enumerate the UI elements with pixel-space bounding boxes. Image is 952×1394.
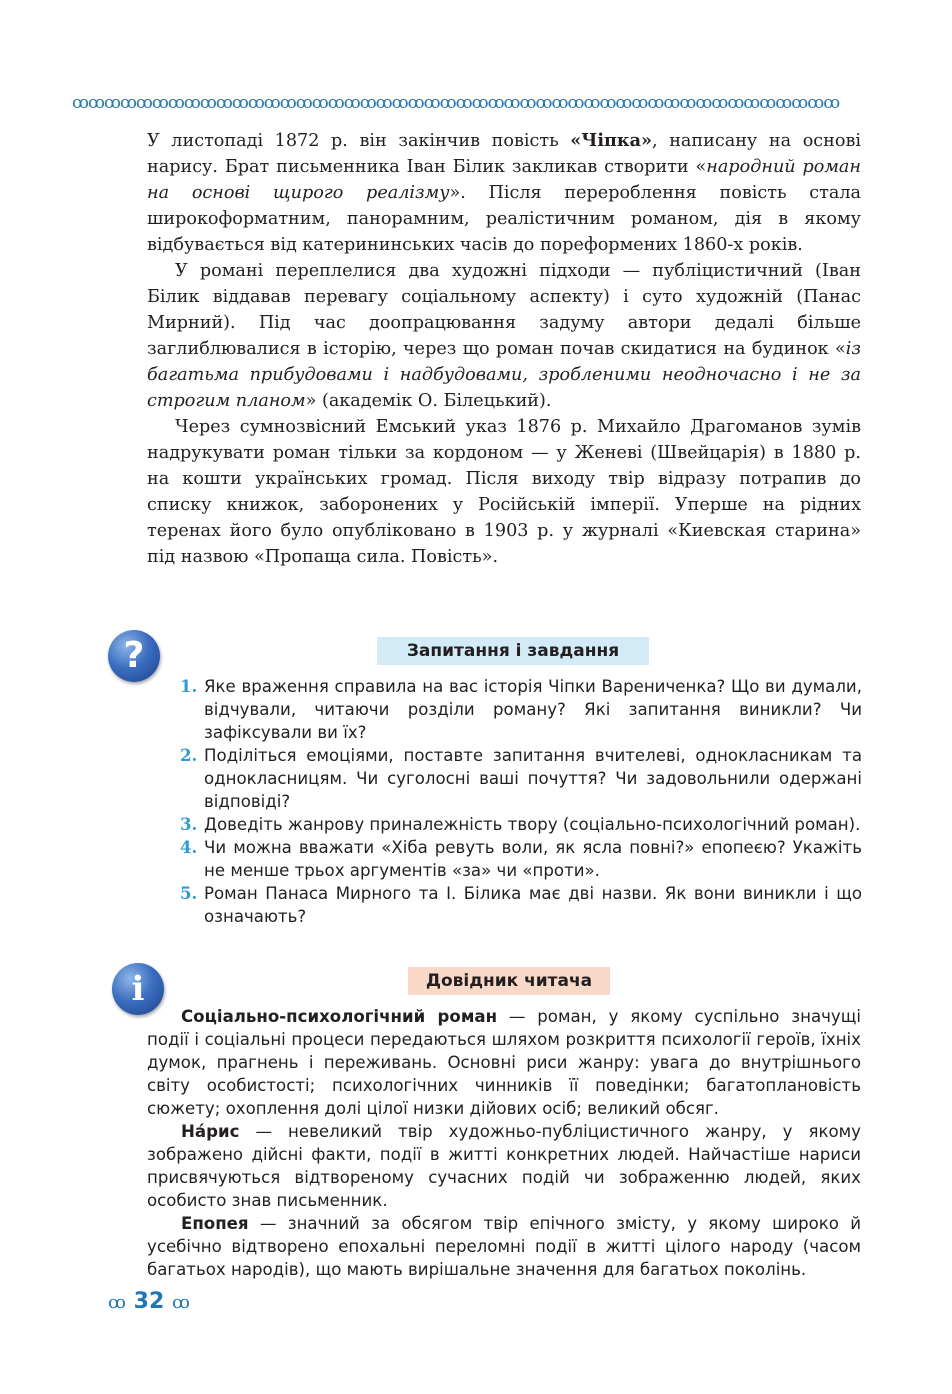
question-number: 4. bbox=[180, 837, 198, 857]
glossary-entry-3 bbox=[147, 1212, 861, 1281]
glossary-definition: — невеликий твір художньо-публіцистичного жанру, у якому зображено дійсні факти, події в житті конкретних людей. Найчастіше нариси присвячуються відтвореному сучасних подій чи зображенню людей, яких особисто знав письменник. bbox=[147, 1122, 861, 1210]
reader-guide-title: Довідник читача bbox=[408, 967, 610, 995]
footer-ornament-right: ꝏ bbox=[171, 1292, 190, 1313]
p1-text-e: ». Після перероблення повість стала широкоформатним, панорамним, реалістичним романом, дія в якому відбувається від катерининських часів до пореформених 1860-х років. bbox=[147, 183, 862, 255]
question-item-2 bbox=[180, 744, 862, 813]
paragraph-1 bbox=[147, 128, 861, 258]
glossary-term: Соціально-психологічний роман bbox=[181, 1007, 498, 1026]
paragraph-3: Через сумнозвісний Емський указ 1876 р. Михайло Драгоманов зумів надрукувати роман тільки за кордоном — у Женеві (Швейцарія) в 1880 р. на кошти українських громад. Після виходу твір відразу потрапив до списку книжок, заборонених у Російській імперії. Уперше на рідних теренах його було опубліковано в 1903 р. у журналі «Киевская старина» під назвою «Пропаща сила. Повість». bbox=[147, 417, 861, 567]
question-text: Чи можна вважати «Хіба ревуть воли, як ясла повні?» епопеєю? Укажіть не менше трьох аргументів «за» чи «проти». bbox=[204, 838, 862, 880]
question-number: 2. bbox=[180, 745, 198, 765]
question-number: 3. bbox=[180, 814, 198, 834]
glossary-definition: — роман, у якому суспільно значущі події і соціальні процеси передаються шляхом розкриття психології героїв, їхніх думок, прагнень і переживань. Основні риси жанру: увага до внутрішнього світу особистості; психологічних чинників її поведінки; багатоплановість сюжету; охоплення долі цілої низки дійових осіб; великий обсяг. bbox=[147, 1007, 861, 1118]
page-number-footer bbox=[108, 1288, 190, 1316]
glossary-term: Епопея bbox=[181, 1214, 249, 1233]
p2-quote: із багатьма прибудовами і надбудовами, зробленими неодночасно і не за строгим планом bbox=[147, 339, 861, 411]
info-icon: i bbox=[112, 963, 164, 1015]
p1-quote: народний роман на основі щирого реалізму bbox=[147, 157, 861, 203]
paragraph-2 bbox=[147, 258, 861, 414]
question-text: Поділіться емоціями, поставте запитання вчителеві, однокласникам та однокласницям. Чи суголосні ваші почуття? Чи задовольнили одержані відповіді? bbox=[204, 746, 862, 811]
question-text: Доведіть жанрову приналежність твору (соціально-психологічний роман). bbox=[204, 815, 861, 834]
question-item-1 bbox=[180, 675, 862, 744]
glossary-entry-2 bbox=[147, 1120, 861, 1212]
p2-text-a: У романі переплелися два художні підходи — публіцистичний (Іван Білик віддавав перевагу соціальному аспекту) і суто художній (Панас Мирний). Під час доопрацювання задуму автори дедалі більше заглиблювалися в історію, через що роман почав скидатися на будинок « bbox=[147, 261, 861, 359]
questions-list bbox=[180, 675, 862, 928]
glossary-term: На́рис bbox=[181, 1122, 240, 1141]
p1-title-chipka: «Чіпка» bbox=[570, 130, 652, 151]
p1-text-a: У листопаді 1872 р. він закінчив повість bbox=[147, 131, 571, 151]
footer-ornament-left: ꝏ bbox=[108, 1292, 126, 1313]
page-number: 32 bbox=[133, 1289, 165, 1314]
question-item-4 bbox=[180, 836, 862, 882]
question-number: 1. bbox=[180, 676, 198, 696]
reader-guide-glossary bbox=[147, 1005, 861, 1281]
top-ornament-border: ꝏꝏꝏꝏꝏꝏꝏꝏꝏꝏꝏꝏꝏꝏꝏꝏꝏꝏꝏꝏꝏꝏꝏꝏꝏꝏꝏꝏꝏꝏꝏꝏꝏꝏꝏꝏꝏꝏꝏꝏꝏꝏꝏꝏꝏꝏꝏꝏ bbox=[72, 93, 840, 113]
question-number: 5. bbox=[180, 883, 198, 903]
questions-section-title: Запитання і завдання bbox=[377, 637, 649, 665]
question-item-5 bbox=[180, 882, 862, 928]
question-item-3 bbox=[180, 813, 862, 836]
question-text: Яке враження справила на вас історія Чіпки Варениченка? Що ви думали, відчували, читаючи розділи роману? Які запитання виникли? Чи зафіксували ви їх? bbox=[204, 677, 862, 742]
p1-text-c: , написану на основі нарису. Брат письменника Іван Білик закликав створити « bbox=[147, 131, 861, 177]
question-icon: ? bbox=[108, 630, 160, 682]
question-text: Роман Панаса Мирного та І. Білика має дві назви. Як вони виникли і що означають? bbox=[204, 884, 862, 926]
main-text bbox=[147, 128, 861, 570]
p2-text-c: » (академік О. Білецький). bbox=[305, 391, 552, 411]
glossary-entry-1 bbox=[147, 1005, 861, 1120]
glossary-definition: — значний за обсягом твір епічного змісту, у якому широко й усебічно відтворено епохальні переломні події в житті цілого народу (часом багатьох народів), що мають вирішальне значення для багатьох поколінь. bbox=[147, 1214, 861, 1279]
